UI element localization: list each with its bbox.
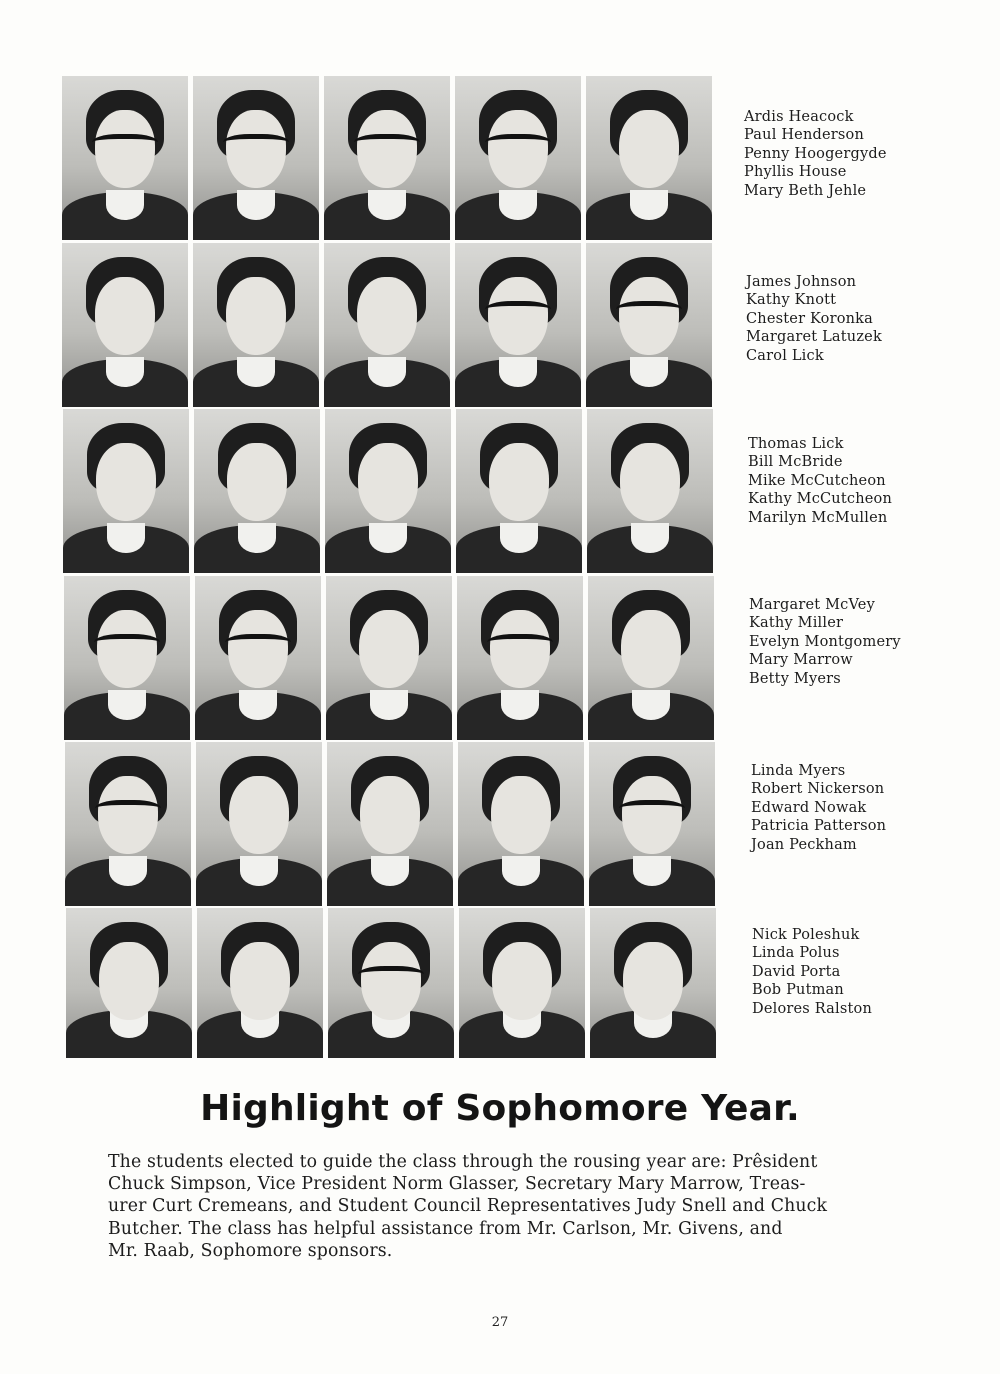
- student-name: Thomas Lick: [748, 436, 844, 452]
- portrait-photo: [590, 908, 716, 1058]
- student-name: Ardis Heacock: [744, 109, 854, 125]
- name-list-row-6: [752, 926, 872, 1018]
- student-name: Robert Nickerson: [751, 781, 885, 798]
- photo-row-6: [66, 908, 716, 1058]
- student-name: Bob Putman: [752, 982, 844, 999]
- portrait-photo: [459, 908, 585, 1058]
- portrait-photo: [196, 742, 322, 906]
- portrait-photo: [193, 243, 319, 407]
- student-name: Margaret McVey: [749, 597, 875, 613]
- student-name: Mary Beth Jehle: [744, 182, 867, 199]
- portrait-photo: [458, 742, 584, 906]
- name-list-row-5: [751, 762, 886, 854]
- student-name: Delores Ralston: [752, 1000, 873, 1017]
- student-name: Joan Peckham: [751, 836, 857, 853]
- portrait-photo: [64, 576, 190, 740]
- student-name: Kathy Knott: [746, 292, 837, 309]
- student-name: Linda Myers: [751, 763, 846, 779]
- student-name: Phyllis House: [744, 164, 847, 181]
- portrait-photo: [65, 742, 191, 906]
- student-name: Marilyn McMullen: [748, 509, 888, 526]
- portrait-photo: [193, 76, 319, 240]
- portrait-photo: [456, 409, 582, 573]
- portrait-photo: [326, 576, 452, 740]
- student-name: David Porta: [752, 963, 841, 980]
- student-name: Bill McBride: [748, 454, 843, 471]
- portrait-photo: [586, 76, 712, 240]
- body-paragraph: [108, 1151, 908, 1262]
- student-name: Patricia Patterson: [751, 818, 887, 835]
- portrait-photo: [66, 908, 192, 1058]
- name-list-row-4: [749, 596, 901, 688]
- body-line: Chuck Simpson, Vice President Norm Glasser, Secretary Mary Marrow, Treas-: [108, 1174, 806, 1195]
- portrait-photo: [455, 243, 581, 407]
- student-name: Chester Koronka: [746, 310, 874, 327]
- student-name: Betty Myers: [749, 670, 841, 687]
- portrait-photo: [328, 908, 454, 1058]
- section-headline: Highlight of Sophomore Year.: [200, 1088, 800, 1129]
- photo-row-1: [62, 76, 712, 240]
- portrait-photo: [63, 409, 189, 573]
- name-list-row-1: [744, 108, 887, 200]
- name-list-row-3: [748, 435, 892, 527]
- photo-row-3: [63, 409, 713, 573]
- page-number: 27: [491, 1315, 509, 1330]
- photo-row-5: [65, 742, 715, 906]
- portrait-photo: [455, 76, 581, 240]
- student-name: Linda Polus: [752, 945, 840, 962]
- student-name: James Johnson: [746, 274, 857, 290]
- portrait-photo: [62, 243, 188, 407]
- student-name: Margaret Latuzek: [746, 329, 882, 346]
- portrait-photo: [324, 243, 450, 407]
- student-name: Mary Marrow: [749, 652, 853, 669]
- photo-row-2: [62, 243, 712, 407]
- portrait-photo: [325, 409, 451, 573]
- student-name: Nick Poleshuk: [752, 927, 860, 943]
- student-name: Carol Lick: [746, 347, 824, 364]
- body-line: The students elected to guide the class through the rousing year are: Prêsident: [108, 1152, 818, 1172]
- portrait-photo: [587, 409, 713, 573]
- student-name: Paul Henderson: [744, 127, 865, 144]
- portrait-photo: [324, 76, 450, 240]
- student-name: Penny Hoogergyde: [744, 145, 887, 162]
- body-line: urer Curt Cremeans, and Student Council Representatives Judy Snell and Chuck: [108, 1196, 828, 1217]
- student-name: Kathy Miller: [749, 615, 844, 632]
- photo-row-4: [64, 576, 714, 740]
- student-name: Mike McCutcheon: [748, 472, 886, 489]
- name-list-row-2: [746, 273, 882, 365]
- portrait-photo: [589, 742, 715, 906]
- portrait-photo: [588, 576, 714, 740]
- portrait-photo: [194, 409, 320, 573]
- student-name: Kathy McCutcheon: [748, 491, 892, 508]
- portrait-photo: [62, 76, 188, 240]
- body-line: Butcher. The class has helpful assistance from Mr. Carlson, Mr. Givens, and: [108, 1218, 783, 1239]
- student-name: Evelyn Montgomery: [749, 633, 901, 650]
- portrait-photo: [197, 908, 323, 1058]
- portrait-photo: [195, 576, 321, 740]
- portrait-photo: [586, 243, 712, 407]
- portrait-photo: [327, 742, 453, 906]
- student-name: Edward Nowak: [751, 799, 867, 816]
- portrait-photo: [457, 576, 583, 740]
- body-line: Mr. Raab, Sophomore sponsors.: [108, 1240, 393, 1261]
